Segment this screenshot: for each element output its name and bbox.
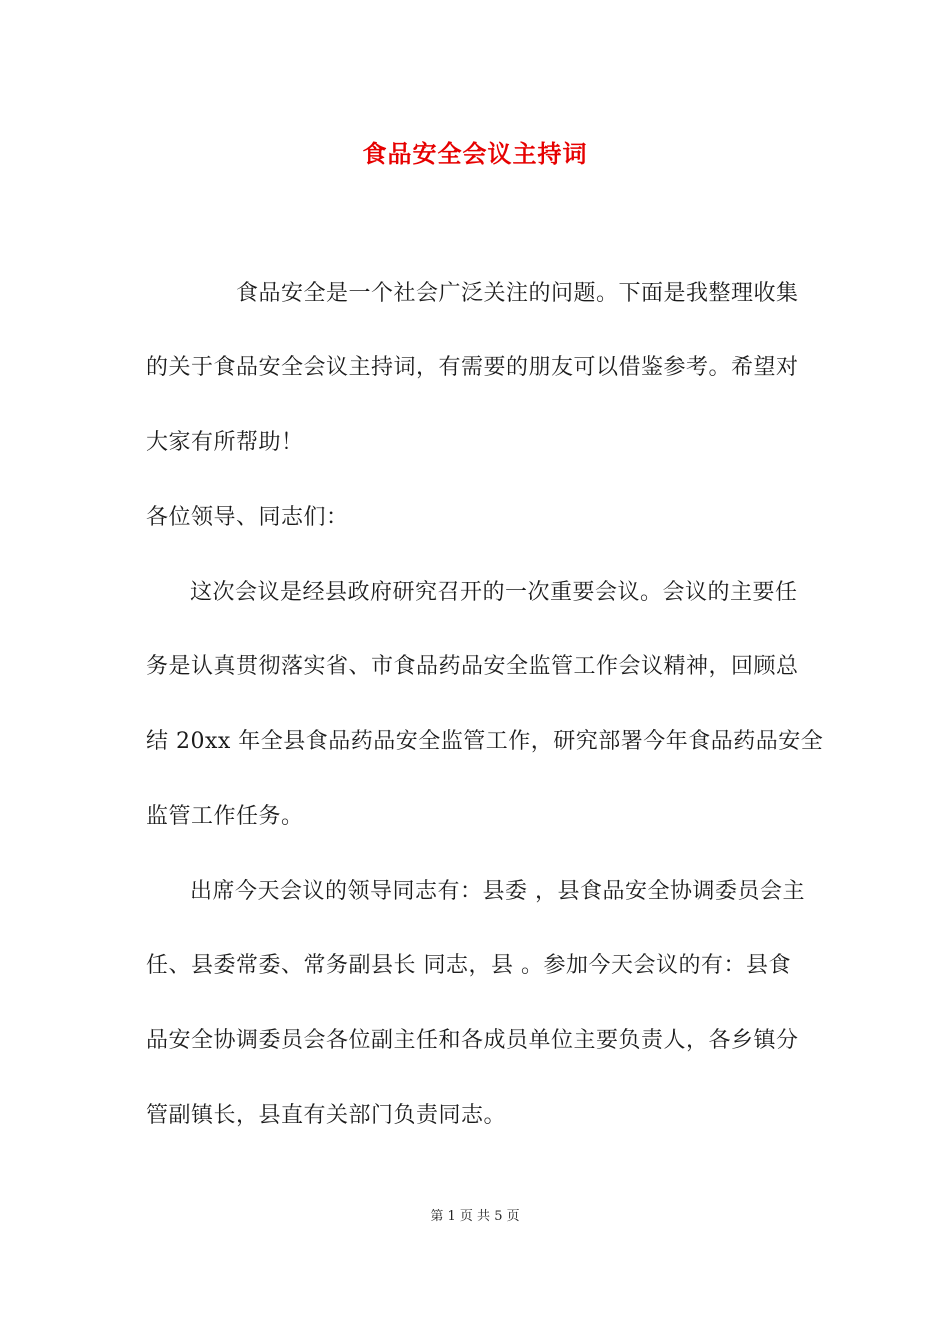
paragraph-line: 管副镇长，县直有关部门负责同志。 <box>146 1103 507 1128</box>
paragraph-line: 品安全协调委员会各位副主任和各成员单位主要负责人，各乡镇分 <box>146 1028 799 1053</box>
paragraph-line: 结 20xx 年全县食品药品安全监管工作，研究部署今年食品药品安全 <box>146 729 824 754</box>
paragraph-line: 任、县委常委、常务副县长 同志，县 。参加今天会议的有：县食 <box>146 953 791 978</box>
paragraph-line: 监管工作任务。 <box>146 804 304 829</box>
page-footer: 第 1 页 共 5 页 <box>430 1209 520 1224</box>
paragraph-line: 食品安全是一个社会广泛关注的问题。下面是我整理收集 <box>236 281 799 306</box>
paragraph-line: 大家有所帮助！ <box>146 430 304 455</box>
document-title: 食品安全会议主持词 <box>362 139 588 168</box>
paragraph-line: 务是认真贯彻落实省、市食品药品安全监管工作会议精神，回顾总 <box>146 654 799 679</box>
paragraph-line: 出席今天会议的领导同志有：县委 ，县食品安全协调委员会主 <box>190 879 805 904</box>
paragraph-line: 这次会议是经县政府研究召开的一次重要会议。会议的主要任 <box>190 580 798 605</box>
salutation-line: 各位领导、同志们： <box>146 505 349 530</box>
paragraph-line: 的关于食品安全会议主持词，有需要的朋友可以借鉴参考。希望对 <box>146 355 799 380</box>
